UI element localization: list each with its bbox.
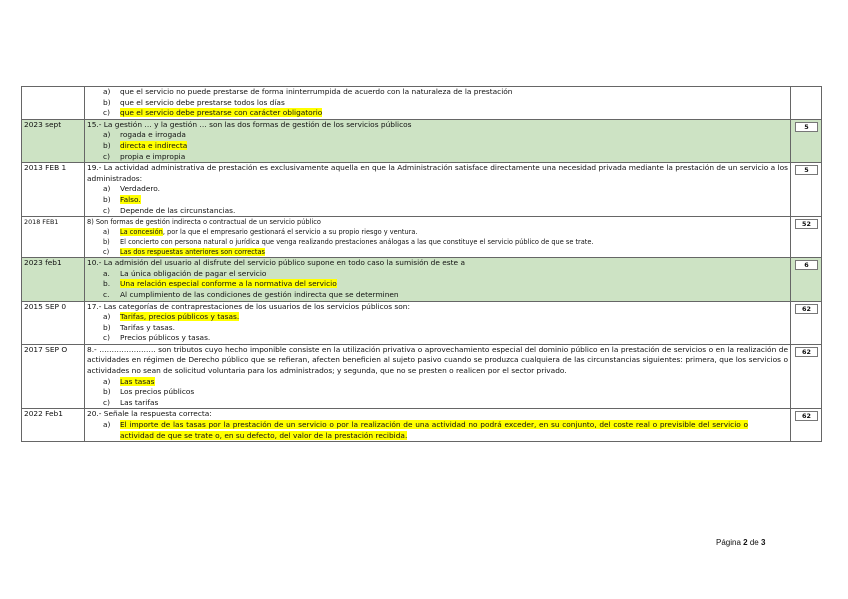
option: c) Las tarifas [103,397,159,407]
question-text: 10.- La admisión del usuario al disfrute del servicio público supone en todo caso la sumisión de este a [87,258,465,268]
question-text: 20.- Señale la respuesta correcta: [87,409,212,419]
question-row [22,258,822,301]
option: a) Las tasas [103,376,155,386]
option: b) Los precios públicos [103,387,195,397]
highlighted-answer: que el servicio debe prestarse con carácter obligatorio [120,108,323,118]
points-badge: 5 [795,122,818,132]
row-points [791,258,822,301]
row-date: 2015 SEP 0 [22,301,85,344]
option: c) que el servicio debe prestarse con carácter obligatorio [103,108,323,118]
option: a) Tarifas, precios públicos y tasas. [103,312,240,322]
option: c) Precios públicos y tasas. [103,333,211,343]
highlighted-answer: La concesión [120,228,163,237]
points-badge: 62 [795,411,818,421]
row-content [85,217,791,258]
highlighted-answer: Falso. [120,194,141,204]
row-points [791,87,822,120]
row-date: 2023 sept [22,119,85,162]
row-points [791,217,822,258]
option: b) Tarifas y tasas. [103,322,175,332]
option: b. Una relación especial conforme a la normativa del servicio [103,279,337,289]
page-footer: Página 2 de 3 [716,538,766,547]
question-text: 17.- Las categorías de contraprestaciones de los usuarios de los servicios públicos son: [87,301,410,311]
row-content [85,87,791,120]
option: b) Falso. [103,194,141,204]
highlighted-answer: El importe de las tasas por la prestación de un servicio o por la realización de una actividad no podrá exceder, en su conjunto, del coste real o previsible del servicio o actividad de que se trate o, en su defecto, del valor de la prestación recibida. [120,420,748,440]
row-date: 2023 feb1 [22,258,85,301]
highlighted-answer: Una relación especial conforme a la normativa del servicio [120,279,337,289]
row-content [85,258,791,301]
highlighted-answer: Las dos respuestas anteriores son correctas [120,248,265,257]
row-date: 2022 Feb1 [22,409,85,442]
row-content [85,301,791,344]
question-row [22,87,822,120]
option: b) El concierto con persona natural o jurídica que venga realizando prestaciones análogas a las que constituye el servicio público de que se trate. [103,238,594,247]
points-badge: 6 [795,260,818,270]
points-badge: 52 [795,219,818,229]
option: c) Las dos respuestas anteriores son correctas [103,248,265,257]
question-row [22,409,822,442]
row-date [22,87,85,120]
row-date: 2013 FEB 1 [22,163,85,217]
questions-table [21,86,822,442]
row-points [791,301,822,344]
option: a) Verdadero. [103,184,161,194]
row-points [791,344,822,409]
points-badge: 62 [795,304,818,314]
highlighted-answer: Tarifas, precios públicos y tasas. [120,312,240,322]
option: a) rogada e irrogada [103,130,186,140]
question-row [22,119,822,162]
question-text: 19.- La actividad administrativa de prestación es exclusivamente aquella en que la Administración satisface directamente una necesidad privada mediante la prestación de un servicio a los administrados: [87,163,788,183]
question-row [22,301,822,344]
option: b) que el servicio debe prestarse todos los días [103,97,285,107]
row-points [791,163,822,217]
question-row [22,217,822,258]
points-badge: 5 [795,165,818,175]
option: c. Al cumplimiento de las condiciones de gestión indirecta que se determinen [103,289,399,299]
row-date: 2017 SEP O [22,344,85,409]
option: a. La única obligación de pagar el servicio [103,268,267,278]
highlighted-answer: directa e indirecta [120,140,188,150]
row-content [85,409,791,442]
option: b) directa e indirecta [103,140,188,150]
option: a) que el servicio no puede prestarse de forma ininterrumpida de acuerdo con la naturaleza de la prestación [103,87,513,96]
option: a) La concesión, por la que el empresario gestionará el servicio a su propio riesgo y ventura. [103,228,418,237]
highlighted-answer: Las tasas [120,376,155,386]
points-badge: 62 [795,347,818,357]
row-content [85,344,791,409]
question-text: 15.- La gestión … y la gestión … son las dos formas de gestión de los servicios públicos [87,119,412,129]
row-date: 2018 FEB1 [22,217,85,258]
question-text: 8.- ………………….. son tributos cuyo hecho imponible consiste en la utilización privativa o aprovechamiento especial del dominio público en la prestación de servicios o en la realización de actividades en régimen de Derecho público que se refieran, afecten beneficien al sujeto pasivo cuando se produzca cualquiera de las circunstancias siguientes: primera, que los servicios o actividades no sean de solicitud voluntaria para los administrados; y segunda, que no se presten o realicen por el sector privado. [87,344,788,376]
option: c) Depende de las circunstancias. [103,205,236,215]
question-row [22,163,822,217]
question-text: 8) Son formas de gestión indirecta o contractual de un servicio público [87,218,321,227]
row-points [791,409,822,442]
option: a) El importe de las tasas por la prestación de un servicio o por la realización de una actividad no podrá exceder, en su conjunto, del coste real o previsible del servicio o actividad de que se trate o, en su defecto, del valor de la prestación recibida. [103,420,748,440]
row-points [791,119,822,162]
option: c) propia e impropia [103,151,186,161]
row-content [85,163,791,217]
question-row [22,344,822,409]
row-content [85,119,791,162]
